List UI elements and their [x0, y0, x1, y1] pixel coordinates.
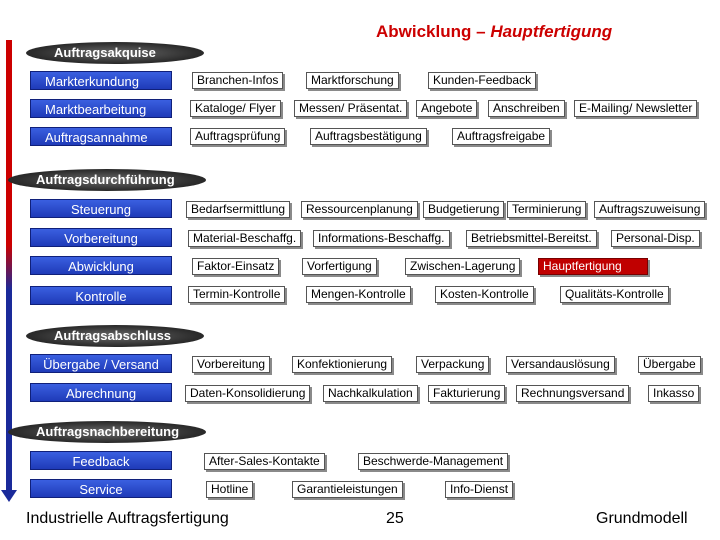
box-auftragspruefung: Auftragsprüfung: [190, 128, 285, 145]
box-faktor-einsatz: Faktor-Einsatz: [192, 258, 279, 275]
box-qualitaets-kontrolle: Qualitäts-Kontrolle: [560, 286, 669, 303]
section-akquise: Auftragsakquise: [26, 42, 204, 64]
box-kataloge-flyer: Kataloge/ Flyer: [190, 100, 281, 117]
process-axis: [6, 40, 12, 495]
box-kunden-feedback: Kunden-Feedback: [428, 72, 536, 89]
box-personal-disp: Personal-Disp.: [611, 230, 700, 247]
box-branchen-infos: Branchen-Infos: [192, 72, 283, 89]
box-budgetierung: Budgetierung: [423, 201, 504, 218]
box-after-sales-kontakte: After-Sales-Kontakte: [204, 453, 325, 470]
slide-title: [376, 22, 612, 42]
row-label-marktbearbeitung: Marktbearbeitung: [30, 99, 172, 118]
row-label-feedback: Feedback: [30, 451, 172, 470]
box-konfektionierung: Konfektionierung: [292, 356, 392, 373]
box-hauptfertigung-highlight: Hauptfertigung: [538, 258, 648, 275]
box-verpackung: Verpackung: [416, 356, 489, 373]
box-vorbereitung: Vorbereitung: [192, 356, 270, 373]
row-label-vorbereitung: Vorbereitung: [30, 228, 172, 247]
box-betriebsmittel-bereitst: Betriebsmittel-Bereitst.: [466, 230, 597, 247]
title-italic: Hauptfertigung: [490, 22, 613, 41]
box-auftragszuweisung: Auftragszuweisung: [594, 201, 705, 218]
box-vorfertigung: Vorfertigung: [302, 258, 377, 275]
row-label-markterkundung: Markterkundung: [30, 71, 172, 90]
row-label-uebergabe-versand: Übergabe / Versand: [30, 354, 172, 373]
box-versandausloesung: Versandauslösung: [506, 356, 615, 373]
box-beschwerde-management: Beschwerde-Management: [358, 453, 508, 470]
box-material-beschaffg: Material-Beschaffg.: [188, 230, 301, 247]
row-label-abrechnung: Abrechnung: [30, 383, 172, 402]
footer-right: Grundmodell: [596, 510, 688, 527]
box-informations-beschaffg: Informations-Beschaffg.: [313, 230, 450, 247]
title-main: Abwicklung –: [376, 22, 486, 41]
section-nachbereitung: Auftragsnachbereitung: [8, 421, 206, 443]
box-garantieleistungen: Garantieleistungen: [292, 481, 403, 498]
box-info-dienst: Info-Dienst: [445, 481, 513, 498]
box-fakturierung: Fakturierung: [428, 385, 505, 402]
box-daten-konsolidierung: Daten-Konsolidierung: [185, 385, 310, 402]
section-abschluss: Auftragsabschluss: [26, 325, 204, 347]
box-termin-kontrolle: Termin-Kontrolle: [188, 286, 285, 303]
row-label-service: Service: [30, 479, 172, 498]
box-uebergabe: Übergabe: [638, 356, 701, 373]
box-auftragsfreigabe: Auftragsfreigabe: [452, 128, 550, 145]
box-e-mailing-newsletter: E-Mailing/ Newsletter: [574, 100, 697, 117]
box-bedarfsermittlung: Bedarfsermittlung: [186, 201, 290, 218]
box-messen-praesentat: Messen/ Präsentat.: [294, 100, 407, 117]
box-angebote: Angebote: [416, 100, 477, 117]
box-terminierung: Terminierung: [507, 201, 586, 218]
box-zwischen-lagerung: Zwischen-Lagerung: [405, 258, 520, 275]
row-label-auftragsannahme: Auftragsannahme: [30, 127, 172, 146]
box-ressourcenplanung: Ressourcenplanung: [301, 201, 418, 218]
box-hotline: Hotline: [206, 481, 253, 498]
box-nachkalkulation: Nachkalkulation: [323, 385, 418, 402]
section-durchfuehrung: Auftragsdurchführung: [8, 169, 206, 191]
box-anschreiben: Anschreiben: [488, 100, 565, 117]
box-rechnungsversand: Rechnungsversand: [516, 385, 629, 402]
page-number: 25: [386, 510, 404, 527]
row-label-kontrolle: Kontrolle: [30, 286, 172, 305]
axis-arrow-icon: [1, 490, 17, 502]
row-label-steuerung: Steuerung: [30, 199, 172, 218]
box-inkasso: Inkasso: [648, 385, 699, 402]
row-label-abwicklung: Abwicklung: [30, 256, 172, 275]
box-marktforschung: Marktforschung: [306, 72, 399, 89]
box-mengen-kontrolle: Mengen-Kontrolle: [306, 286, 411, 303]
box-kosten-kontrolle: Kosten-Kontrolle: [435, 286, 534, 303]
box-auftragsbestaetigung: Auftragsbestätigung: [310, 128, 427, 145]
footer-left: Industrielle Auftragsfertigung: [26, 510, 229, 527]
